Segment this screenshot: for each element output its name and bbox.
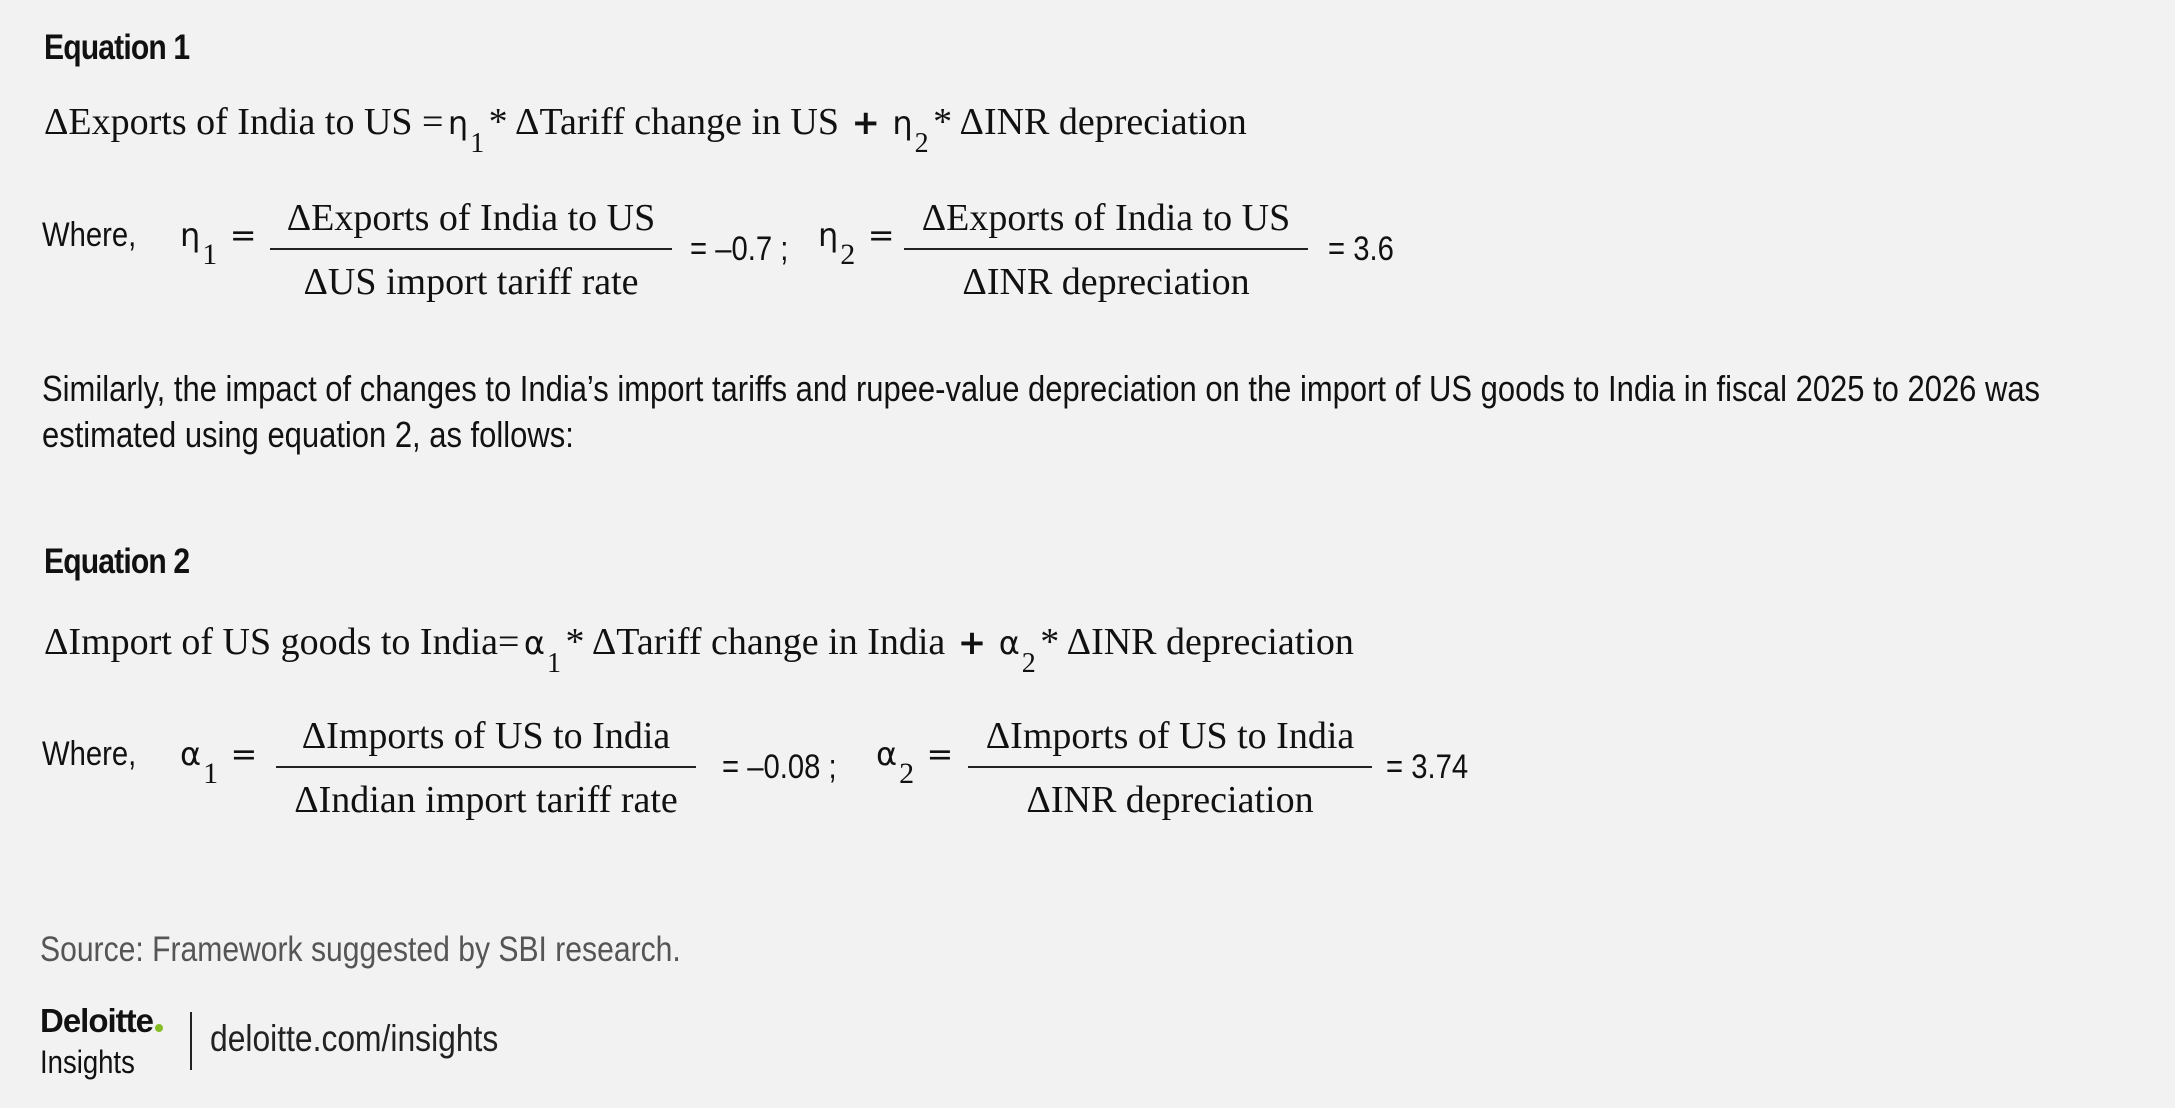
eta-2-def-symbol: η (818, 216, 839, 254)
alpha-1-value: = –0.08 ; (722, 748, 837, 786)
explanatory-paragraph: Similarly, the impact of changes to India’s import tariffs and rupee-value depreciation on the import of US goods to India in fiscal 2025 to 2026 was estimated using equation 2, as follows: (42, 368, 2041, 455)
eta-2-def-subscript: 2 (840, 238, 856, 271)
eta-2-fraction (904, 196, 1308, 304)
eta-1-def-symbol: η (180, 216, 201, 254)
eta-1-definition-symbol (180, 216, 257, 271)
alpha-1-denominator: ΔIndian import tariff rate (294, 779, 678, 821)
logo-wordmark: Deloitte (40, 1002, 154, 1039)
eta-1-fraction-bar (270, 248, 672, 250)
equation-1-heading: Equation 1 (44, 28, 190, 67)
equation-1-term-1: * ΔTariff change in US (488, 101, 839, 143)
eta-2-numerator: ΔExports of India to US (921, 197, 1291, 239)
logo-insights-text: Insights (40, 1044, 135, 1080)
eta-2-subscript: 2 (914, 128, 929, 159)
equation-2-formula (44, 620, 1354, 679)
eta-2-fraction-bar (904, 248, 1308, 250)
eta-1-numerator: ΔExports of India to US (286, 197, 656, 239)
alpha-2-fraction-bar (968, 766, 1372, 768)
equation-1-where-label: Where, (42, 216, 137, 254)
alpha-2-numerator: ΔImports of US to India (985, 715, 1355, 757)
equation-1-lhs: ΔExports of India to US = (44, 101, 444, 143)
alpha-1-fraction (276, 714, 696, 822)
equation-1-term-2: * ΔINR depreciation (933, 101, 1247, 143)
eta-2-value: = 3.6 (1328, 230, 1394, 268)
alpha-1-numerator: ΔImports of US to India (301, 715, 671, 757)
alpha-2-def-symbol: α (876, 735, 898, 773)
deloitte-insights-logo (40, 1004, 163, 1079)
alpha-1-symbol: α (523, 624, 545, 662)
eta-1-def-equals: = (229, 216, 257, 254)
alpha-2-value: = 3.74 (1386, 748, 1469, 786)
source-note: Source: Framework suggested by SBI research. (40, 930, 681, 969)
eta-1-value: = –0.7 ; (690, 230, 789, 268)
equation-2-heading: Equation 2 (44, 542, 190, 581)
alpha-1-definition-symbol (180, 735, 258, 790)
alpha-1-fraction-bar (276, 766, 696, 768)
eta-2-denominator: ΔINR depreciation (962, 261, 1250, 303)
eta-1-subscript: 1 (470, 128, 485, 159)
alpha-2-subscript: 2 (1021, 648, 1036, 679)
eta-1-def-subscript: 1 (202, 238, 218, 271)
eta-2-symbol: η (892, 104, 913, 142)
alpha-2-definition-symbol (876, 735, 954, 790)
plus-sign: + (957, 623, 987, 663)
equation-2-term-1: * ΔTariff change in India (565, 621, 946, 663)
alpha-2-fraction (968, 714, 1372, 822)
alpha-1-def-symbol: α (180, 735, 202, 773)
eta-1-denominator: ΔUS import tariff rate (303, 261, 639, 303)
eta-1-symbol: η (447, 104, 469, 142)
eta-2-def-equals: = (867, 216, 895, 254)
logo-green-dot (155, 1024, 163, 1032)
equation-2-lhs: ΔImport of US goods to India= (44, 621, 520, 663)
equation-2-term-2: * ΔINR depreciation (1040, 621, 1354, 663)
alpha-1-subscript: 1 (547, 648, 561, 679)
alpha-1-def-subscript: 1 (203, 757, 219, 790)
alpha-2-denominator: ΔINR depreciation (1026, 779, 1314, 821)
equation-1-formula (44, 100, 1247, 159)
footer-divider (190, 1012, 192, 1070)
alpha-2-symbol: α (998, 624, 1020, 662)
eta-1-fraction (270, 196, 672, 304)
alpha-2-def-equals: = (926, 735, 954, 773)
alpha-2-def-subscript: 2 (899, 757, 915, 790)
insights-url-link[interactable]: deloitte.com/insights (210, 1018, 499, 1059)
equation-2-where-label: Where, (42, 735, 137, 773)
alpha-1-def-equals: = (230, 735, 258, 773)
eta-2-definition-symbol (818, 216, 895, 271)
plus-sign: + (851, 103, 880, 143)
